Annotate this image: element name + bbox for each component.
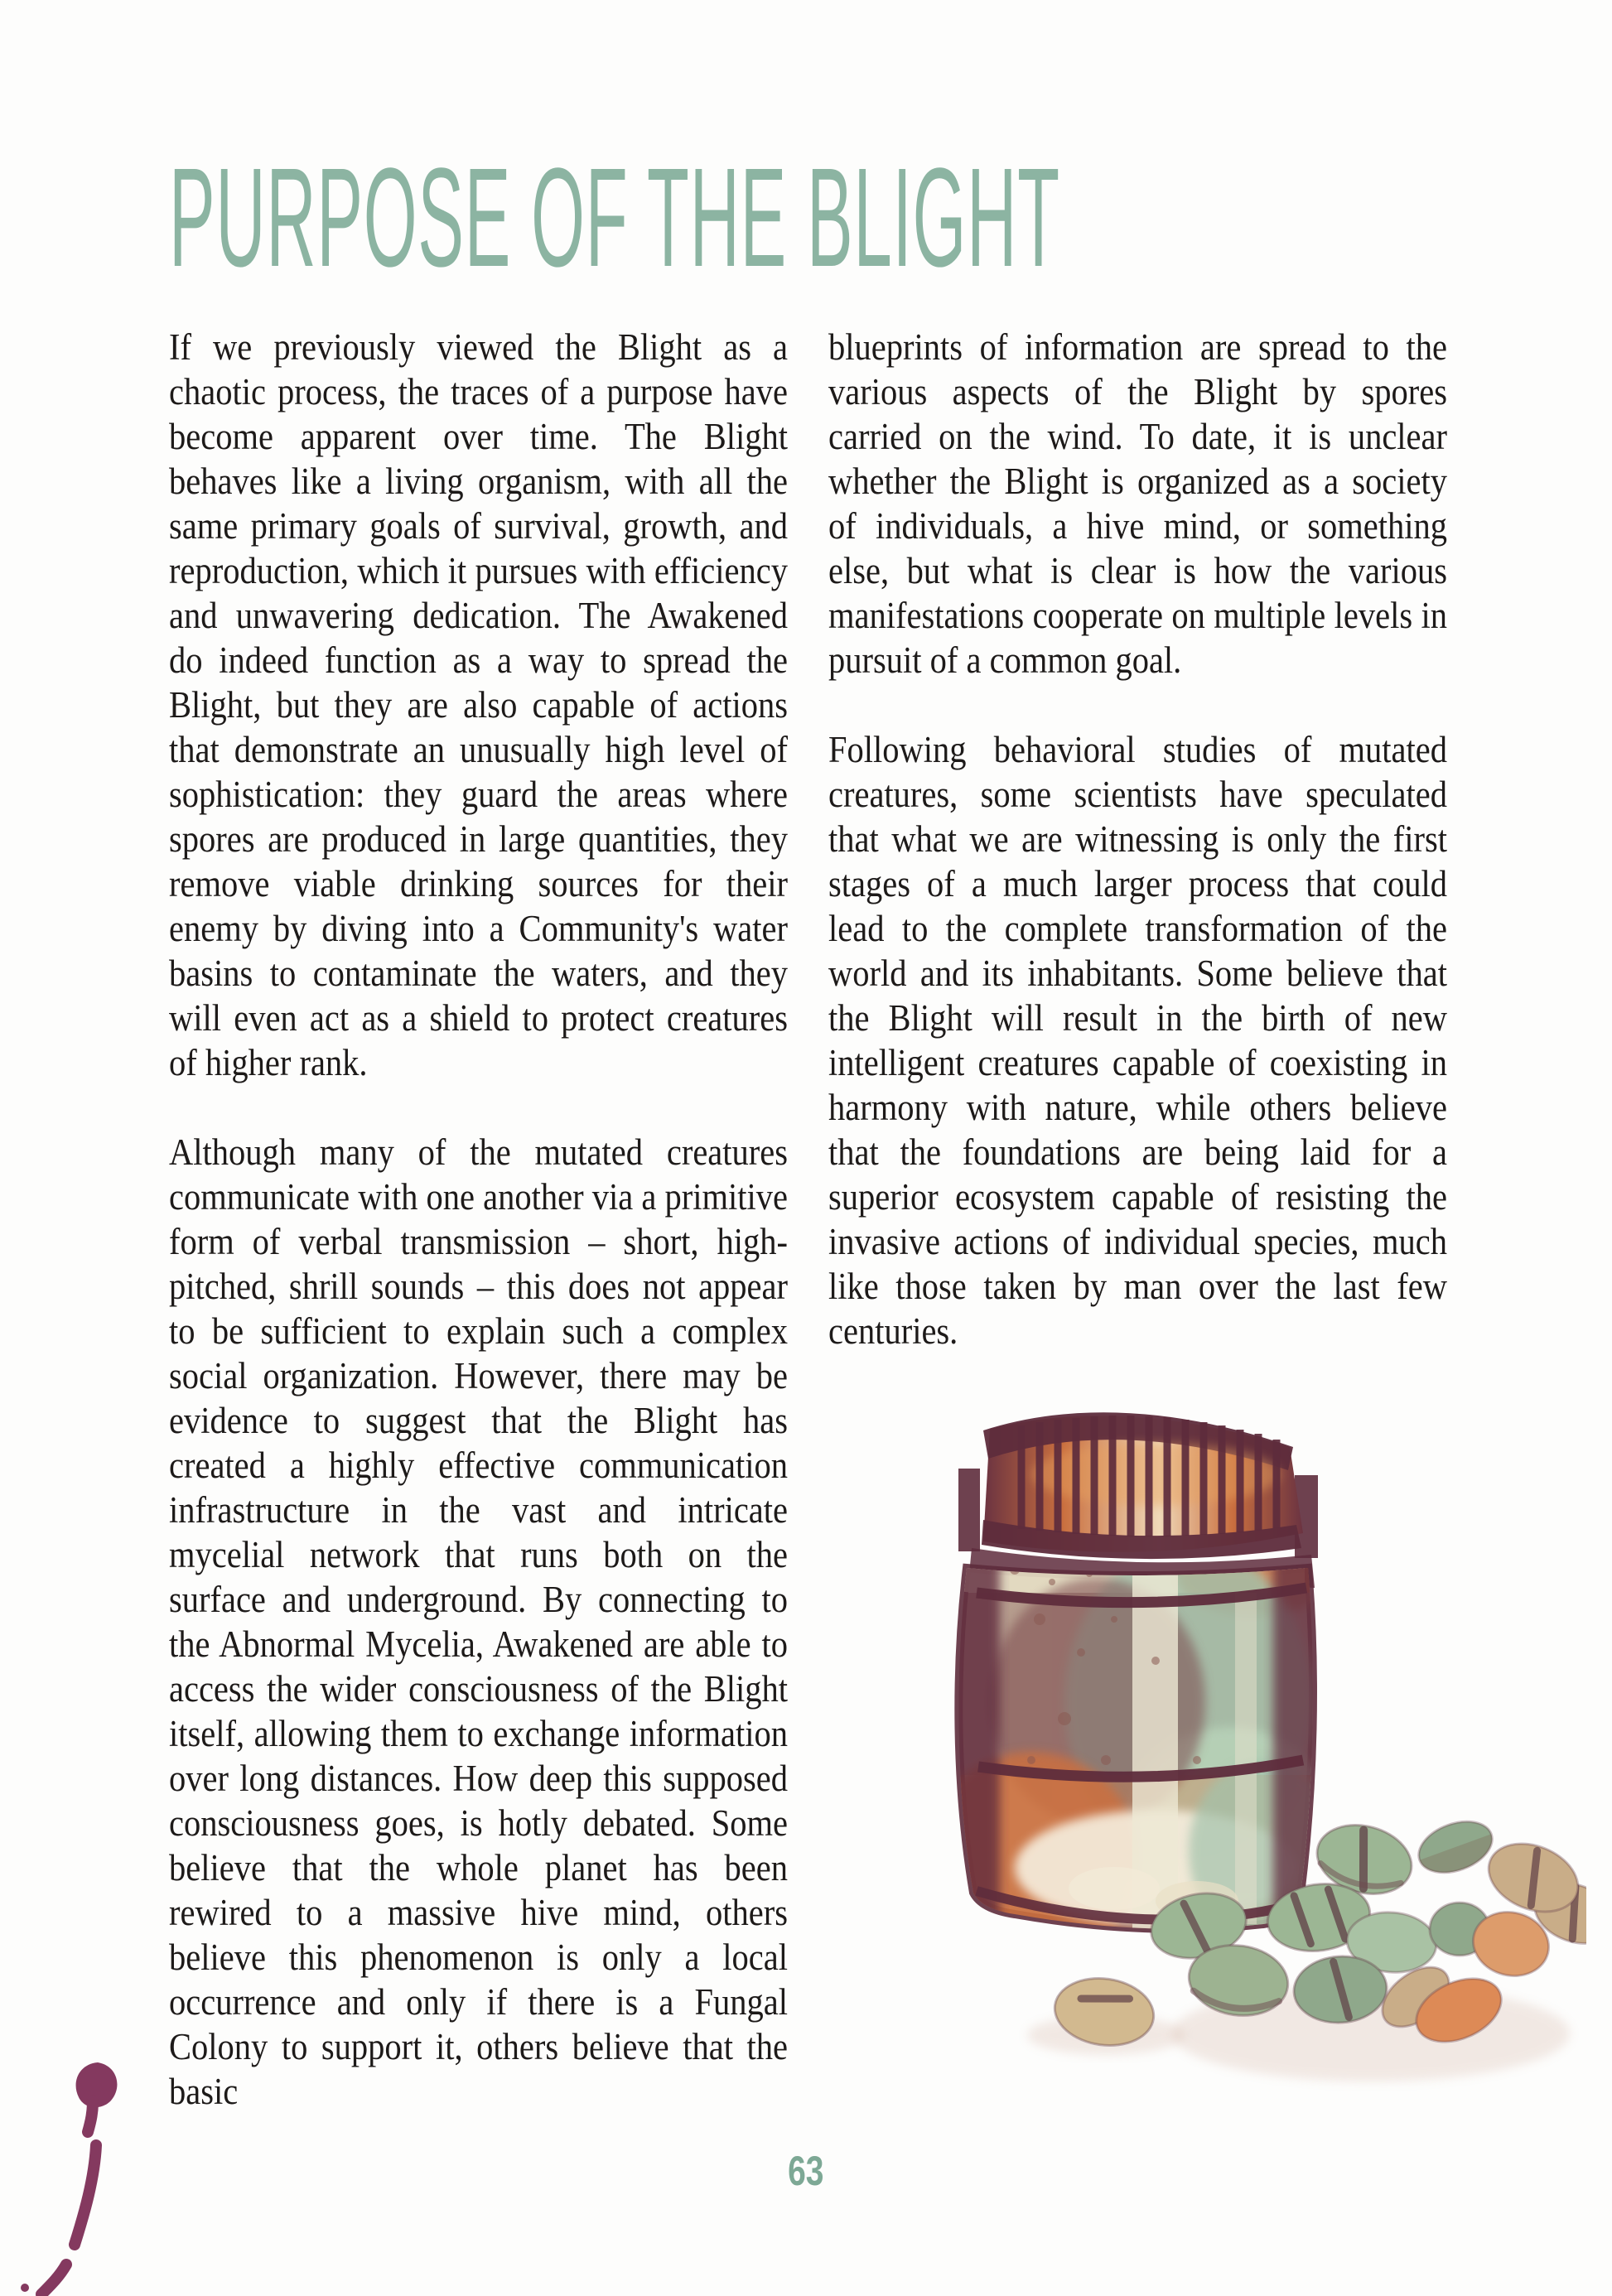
pill-bottle-illustration: [907, 1371, 1586, 2149]
page-number: 63: [788, 2148, 824, 2194]
body-paragraph: blueprints of information are spread to the various aspects of the Blight by spores carried on the wind. To date, it is unclear whether the Blight is organized as a society of individuals, a hive mind, or something else, but what is clear is how the various manifestations cooperate on multiple levels in pursuit of a common goal.: [828, 326, 1447, 681]
body-paragraph: If we previously viewed the Blight as a chaotic process, the traces of a purpose have become apparent over time. The Blight behaves like a living organism, with all the same primary goals of survival, growth, and reproduction, which it pursues with efficiency and unwavering dedication. The Awakened do indeed function as a way to spread the Blight, but they are also capable of actions that demonstrate an unusually high level of sophistication: they guard the areas where spores are produced in large quantities, they remove viable drinking sources for their enemy by diving into a Community's water basins to contaminate the waters, and they will even act as a shield to protect creatures of higher rank.: [169, 326, 788, 1083]
text-column-right: [828, 325, 1447, 1398]
page-title: PURPOSE OF THE BLIGHT: [169, 139, 1060, 297]
body-paragraph: Although many of the mutated creatures communicate with one another via a primitive form of verbal transmission – short, high-pitched, shrill sounds – this does not appear to be sufficient to explain such a complex social organization. However, there may be evidence to suggest that the Blight has created a highly effective communication infrastructure in the vast and intricate mycelial network that runs both on the surface and underground. By connecting to the Abnormal Mycelia, Awakened are able to access the wider consciousness of the Blight itself, allowing them to exchange information over long distances. How deep this supposed consciousness goes, is hotly debated. Some believe that the whole planet has been rewired to a massive hive mind, others believe this phenomenon is only a local occurrence and only if there is a Fungal Colony to support it, others believe that the basic: [169, 1131, 788, 2112]
cap-ribs: [1021, 1416, 1277, 1536]
body-paragraph: Following behavioral studies of mutated creatures, some scientists have speculated that what we are witnessing is only the first stages of a much larger process that could lead to the complete transformation of the world and its inhabitants. Some believe that the Blight will result in the birth of new intelligent creatures capable of coexisting in harmony with nature, while others believe that the foundations are being laid for a superior ecosystem capable of resisting the invasive actions of individual species, much like those taken by man over the last few centuries.: [828, 729, 1447, 1352]
text-column-left: [169, 325, 788, 2159]
bottle: [924, 1412, 1338, 1967]
page-footer: [0, 2147, 1612, 2195]
